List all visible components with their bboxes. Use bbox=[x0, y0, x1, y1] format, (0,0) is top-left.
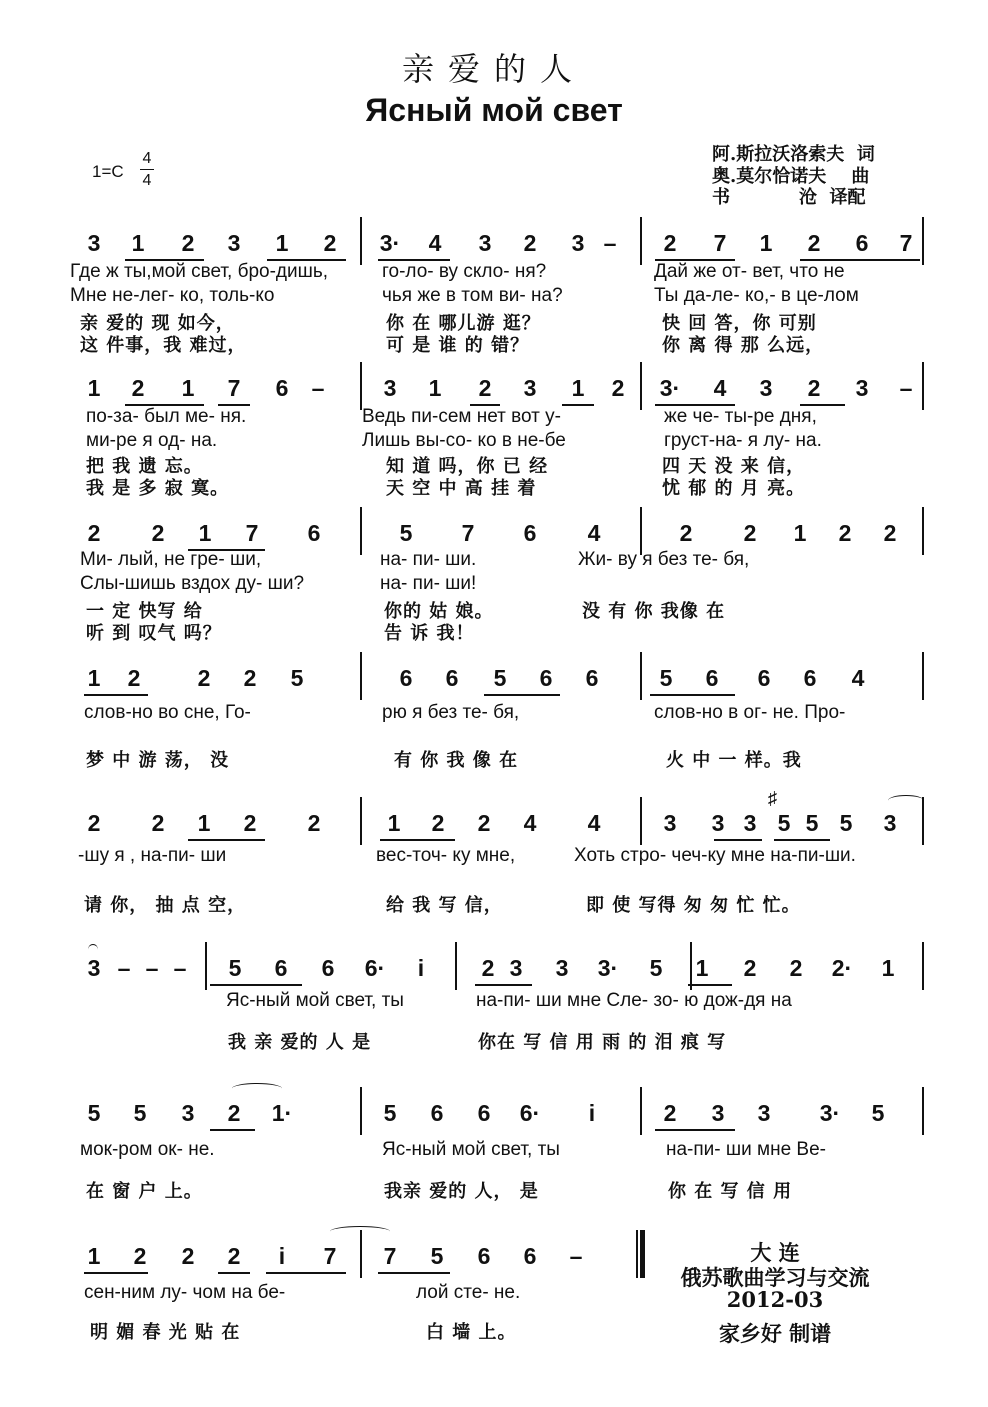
final-bar-line bbox=[636, 1230, 638, 1278]
note: – bbox=[173, 955, 187, 981]
chinese-lyric: 这 件事，我 难过， bbox=[80, 335, 247, 356]
note: – bbox=[569, 1243, 583, 1269]
russian-lyric: го-ло- ву скло- ня? bbox=[382, 261, 547, 282]
tie-arc bbox=[88, 944, 98, 955]
note: 3 bbox=[759, 375, 773, 401]
chinese-lyric: 我 亲 爱的 人 是 bbox=[228, 1032, 372, 1053]
note: 6 bbox=[585, 665, 599, 691]
note: 7 bbox=[323, 1243, 337, 1269]
note: 1 bbox=[87, 1243, 101, 1269]
chinese-lyric: 在 窗 户 上。 bbox=[86, 1181, 203, 1202]
bar-line bbox=[640, 797, 642, 845]
russian-lyric: на- пи- ши. bbox=[380, 549, 477, 570]
russian-lyric: Яс-ный мой свет, ты bbox=[226, 990, 404, 1011]
chinese-lyric: 亲 爱的 现 如今， bbox=[80, 313, 235, 334]
bar-line bbox=[922, 652, 924, 700]
bar-line bbox=[360, 1087, 362, 1135]
beam-underline bbox=[484, 694, 560, 696]
note: 1 bbox=[181, 375, 195, 401]
note: i bbox=[278, 1243, 286, 1269]
russian-lyric: Слы-шишь вздох ду- ши? bbox=[80, 573, 305, 594]
chinese-lyric: 有 你 我 像 在 bbox=[394, 750, 519, 771]
note: 3· bbox=[659, 375, 681, 401]
chinese-lyric: 你 离 得 那 么远， bbox=[662, 335, 825, 356]
note: 3 bbox=[855, 375, 869, 401]
note: 3· bbox=[819, 1100, 841, 1126]
note: 1 bbox=[793, 520, 807, 546]
note: 2 bbox=[181, 1243, 195, 1269]
beam-underline bbox=[655, 1129, 735, 1131]
russian-title: Ясный мой свет bbox=[365, 92, 623, 128]
note: 6 bbox=[321, 955, 335, 981]
note: 3 bbox=[181, 1100, 195, 1126]
note: 1 bbox=[197, 810, 211, 836]
chinese-lyric: 火 中 一 样。我 bbox=[666, 750, 802, 771]
note: 2 bbox=[663, 230, 677, 256]
bar-line bbox=[690, 942, 692, 990]
note: 3 bbox=[523, 375, 537, 401]
note: 4 bbox=[523, 810, 537, 836]
footer-city: 大 连 bbox=[750, 1240, 800, 1265]
chinese-lyric: 可 是 谁 的 错？ bbox=[386, 335, 530, 356]
note: 6 bbox=[275, 375, 289, 401]
note: 5 bbox=[290, 665, 304, 691]
note: 4 bbox=[713, 375, 727, 401]
bar-line bbox=[360, 797, 362, 845]
note: 6 bbox=[705, 665, 719, 691]
russian-lyric: Ми- лый, не гре- ши, bbox=[80, 549, 262, 570]
note: 2 bbox=[481, 955, 495, 981]
note: 3 bbox=[711, 810, 725, 836]
chinese-lyric: 你 在 哪儿游 逛？ bbox=[386, 313, 541, 334]
note: – bbox=[311, 375, 325, 401]
note: 3 bbox=[383, 375, 397, 401]
chinese-lyric: 把 我 遗 忘。 bbox=[86, 456, 203, 477]
russian-lyric: Мне не-лег- ко, толь-ко bbox=[70, 285, 275, 306]
note: 6· bbox=[364, 955, 386, 981]
note: 3 bbox=[663, 810, 677, 836]
note: 2 bbox=[477, 810, 491, 836]
chinese-lyric: 你 在 写 信 用 bbox=[668, 1181, 793, 1202]
russian-lyric: ми-ре я од- на. bbox=[86, 430, 218, 451]
chinese-lyric: 给 我 写 信， bbox=[386, 895, 503, 916]
note: 2 bbox=[131, 375, 145, 401]
note: 6 bbox=[307, 520, 321, 546]
note: 5 bbox=[493, 665, 507, 691]
note: 6 bbox=[477, 1100, 491, 1126]
note: 5 bbox=[649, 955, 663, 981]
chinese-lyric: 知 道 吗，你 已 经 bbox=[386, 456, 549, 477]
note: 3· bbox=[379, 230, 401, 256]
note: 2 bbox=[127, 665, 141, 691]
note: 1 bbox=[571, 375, 585, 401]
note: 2 bbox=[838, 520, 852, 546]
tie-arc bbox=[232, 1083, 282, 1094]
note: 5 bbox=[777, 810, 791, 836]
chinese-lyric: 我 是 多 寂 寞。 bbox=[86, 478, 230, 499]
note: – bbox=[145, 955, 159, 981]
note: 2 bbox=[227, 1243, 241, 1269]
note: 2 bbox=[478, 375, 492, 401]
beam-underline bbox=[562, 404, 594, 406]
note: 2 bbox=[197, 665, 211, 691]
chinese-lyric: 即 使 写得 匆 匆 忙 忙。 bbox=[586, 895, 801, 916]
note: – bbox=[117, 955, 131, 981]
beam-underline bbox=[380, 839, 455, 841]
chinese-lyric: 你在 写 信 用 雨 的 泪 痕 写 bbox=[478, 1032, 727, 1053]
note: – bbox=[899, 375, 913, 401]
note: 3 bbox=[743, 810, 757, 836]
note: 1 bbox=[275, 230, 289, 256]
note: 5 bbox=[228, 955, 242, 981]
chinese-lyric: 我亲 爱的 人， 是 bbox=[384, 1181, 539, 1202]
note: 2 bbox=[307, 810, 321, 836]
note: i bbox=[588, 1100, 596, 1126]
note: 2 bbox=[243, 810, 257, 836]
note: 7 bbox=[713, 230, 727, 256]
note: 3 bbox=[883, 810, 897, 836]
russian-lyric: по-за- был ме- ня. bbox=[86, 406, 247, 427]
note: 2 bbox=[663, 1100, 677, 1126]
beam-underline bbox=[188, 839, 265, 841]
note: 6 bbox=[477, 1243, 491, 1269]
bar-line bbox=[922, 217, 924, 265]
credit-lyricist: 阿.斯拉沃洛索夫 词 bbox=[712, 144, 875, 165]
note: 3 bbox=[227, 230, 241, 256]
beam-underline bbox=[84, 694, 148, 696]
note: 1 bbox=[387, 810, 401, 836]
note: 1 bbox=[87, 375, 101, 401]
note: 2 bbox=[743, 520, 757, 546]
note: 5 bbox=[805, 810, 819, 836]
note: 2 bbox=[883, 520, 897, 546]
tie-arc bbox=[888, 795, 924, 806]
note: 6 bbox=[399, 665, 413, 691]
note: 2 bbox=[523, 230, 537, 256]
bar-line bbox=[922, 1087, 924, 1135]
note: 5 bbox=[871, 1100, 885, 1126]
note: 2 bbox=[87, 810, 101, 836]
bar-line bbox=[640, 1087, 642, 1135]
note: 2 bbox=[807, 230, 821, 256]
chinese-title: 亲爱的人 bbox=[401, 50, 586, 88]
note: 2 bbox=[431, 810, 445, 836]
beam-underline bbox=[774, 839, 830, 841]
note: 2 bbox=[243, 665, 257, 691]
chinese-lyric: 听 到 叹气 吗？ bbox=[86, 623, 222, 644]
bar-line bbox=[640, 652, 642, 700]
note: 1 bbox=[87, 665, 101, 691]
sharp-sign: ♯ bbox=[768, 788, 777, 808]
note: 3 bbox=[571, 230, 585, 256]
chinese-lyric: 白 墙 上。 bbox=[426, 1322, 517, 1343]
note: 7 bbox=[461, 520, 475, 546]
bar-line bbox=[922, 942, 924, 990]
note: 5 bbox=[133, 1100, 147, 1126]
note: 6· bbox=[519, 1100, 541, 1126]
note: 2 bbox=[743, 955, 757, 981]
russian-lyric: мок-ром ок- не. bbox=[80, 1139, 215, 1160]
meter-numerator: 4 bbox=[142, 150, 152, 167]
beam-underline bbox=[210, 1129, 255, 1131]
note: 6 bbox=[855, 230, 869, 256]
russian-lyric: груст-на- я лу- на. bbox=[664, 430, 822, 451]
russian-lyric: на-пи- ши мне Сле- зо- ю дож-дя на bbox=[476, 990, 792, 1011]
chinese-lyric: 一 定 快写 给 bbox=[86, 601, 203, 622]
note: 1 bbox=[131, 230, 145, 256]
note: 5 bbox=[399, 520, 413, 546]
note: 3 bbox=[509, 955, 523, 981]
note: 7 bbox=[245, 520, 259, 546]
note: 1 bbox=[198, 520, 212, 546]
note: 5 bbox=[87, 1100, 101, 1126]
russian-lyric: на-пи- ши мне Ве- bbox=[666, 1139, 826, 1160]
bar-line bbox=[360, 217, 362, 265]
note: 2 bbox=[611, 375, 625, 401]
note: 2 bbox=[87, 520, 101, 546]
bar-line bbox=[640, 217, 642, 265]
note: 5 bbox=[839, 810, 853, 836]
note: 3 bbox=[757, 1100, 771, 1126]
russian-lyric: Лишь вы-со- ко в не-бе bbox=[362, 430, 566, 451]
note: 6 bbox=[445, 665, 459, 691]
russian-lyric: Дай же от- вет, что не bbox=[654, 261, 845, 282]
key-signature: 1=C bbox=[92, 162, 124, 181]
footer-group: 俄苏歌曲学习与交流 bbox=[680, 1265, 870, 1290]
footer-date: 2012-03 bbox=[726, 1287, 824, 1312]
russian-lyric: вес-точ- ку мне, bbox=[376, 845, 516, 866]
note: 3 bbox=[711, 1100, 725, 1126]
note: 1· bbox=[271, 1100, 293, 1126]
note: 6 bbox=[539, 665, 553, 691]
note: 2 bbox=[227, 1100, 241, 1126]
credit-translator: 书 沧 译配 bbox=[712, 187, 866, 208]
note: 7 bbox=[899, 230, 913, 256]
russian-lyric: Ты да-ле- ко,- в це-лом bbox=[654, 285, 859, 306]
chinese-lyric: 天 空 中 高 挂 着 bbox=[386, 478, 537, 499]
note: 7 bbox=[227, 375, 241, 401]
russian-lyric: Хоть стро- чеч-ку мне на-пи-ши. bbox=[574, 845, 856, 866]
note: i bbox=[417, 955, 425, 981]
note: 1 bbox=[428, 375, 442, 401]
russian-lyric: Ведь пи-сем нет вот у- bbox=[362, 406, 561, 427]
note: 2 bbox=[323, 230, 337, 256]
note: – bbox=[603, 230, 617, 256]
bar-line bbox=[640, 507, 642, 555]
note: 3 bbox=[87, 230, 101, 256]
note: 6 bbox=[757, 665, 771, 691]
russian-lyric: на- пи- ши! bbox=[380, 573, 477, 594]
bar-line bbox=[205, 942, 207, 990]
note: 2 bbox=[807, 375, 821, 401]
note: 4 bbox=[851, 665, 865, 691]
chinese-lyric: 快 回 答，你 可别 bbox=[662, 313, 817, 334]
russian-lyric: Жи- ву я без те- бя, bbox=[578, 549, 750, 570]
chinese-lyric: 明 媚 春 光 贴 在 bbox=[90, 1322, 241, 1343]
beam-underline bbox=[218, 1272, 250, 1274]
note: 6 bbox=[274, 955, 288, 981]
bar-line bbox=[360, 507, 362, 555]
beam-underline bbox=[378, 1272, 450, 1274]
bar-line bbox=[360, 1230, 362, 1278]
bar-line bbox=[360, 362, 362, 410]
russian-lyric: чья же в том ви- на? bbox=[382, 285, 563, 306]
note: 5 bbox=[430, 1243, 444, 1269]
note: 2 bbox=[133, 1243, 147, 1269]
chinese-lyric: 告 诉 我！ bbox=[384, 623, 475, 644]
note: 2 bbox=[181, 230, 195, 256]
note: 2 bbox=[789, 955, 803, 981]
note: 6 bbox=[430, 1100, 444, 1126]
note: 6 bbox=[803, 665, 817, 691]
footer-maker: 家乡好 制谱 bbox=[718, 1321, 832, 1346]
note: 1 bbox=[759, 230, 773, 256]
russian-lyric: рю я без те- бя, bbox=[382, 702, 520, 723]
bar-line bbox=[922, 507, 924, 555]
beam-underline bbox=[688, 984, 732, 986]
note: 2 bbox=[151, 810, 165, 836]
russian-lyric: сен-ним лу- чом на бе- bbox=[84, 1282, 286, 1303]
note: 4 bbox=[587, 810, 601, 836]
note: 3· bbox=[597, 955, 619, 981]
beam-underline bbox=[266, 1272, 346, 1274]
beam-underline bbox=[650, 694, 735, 696]
bar-line bbox=[360, 652, 362, 700]
note: 5 bbox=[383, 1100, 397, 1126]
note: 7 bbox=[383, 1243, 397, 1269]
time-signature bbox=[138, 148, 156, 191]
chinese-lyric: 没 有 你 我像 在 bbox=[582, 601, 726, 622]
bar-line bbox=[455, 942, 457, 990]
bar-line bbox=[922, 362, 924, 410]
russian-lyric: лой сте- не. bbox=[416, 1282, 521, 1303]
chinese-lyric: 四 天 没 来 信， bbox=[662, 456, 806, 477]
note: 4 bbox=[587, 520, 601, 546]
note: 3 bbox=[87, 955, 101, 981]
note: 2 bbox=[679, 520, 693, 546]
note: 2· bbox=[831, 955, 853, 981]
russian-lyric: -шу я , на-пи- ши bbox=[78, 845, 227, 866]
chinese-lyric: 你的 姑 娘。 bbox=[384, 601, 494, 622]
note: 6 bbox=[523, 1243, 537, 1269]
beam-underline bbox=[714, 839, 762, 841]
meter-denominator: 4 bbox=[142, 172, 152, 189]
note: 5 bbox=[659, 665, 673, 691]
note: 1 bbox=[881, 955, 895, 981]
note: 1 bbox=[695, 955, 709, 981]
tie-arc bbox=[330, 1226, 390, 1237]
note: 6 bbox=[523, 520, 537, 546]
russian-lyric: же че- ты-ре дня, bbox=[664, 406, 817, 427]
note: 3 bbox=[478, 230, 492, 256]
beam-underline bbox=[210, 984, 302, 986]
note: 4 bbox=[428, 230, 442, 256]
russian-lyric: слов-но во сне, Го- bbox=[84, 702, 251, 723]
note: 2 bbox=[151, 520, 165, 546]
chinese-lyric: 梦 中 游 荡， 没 bbox=[86, 750, 230, 771]
chinese-lyric: 忧 郁 的 月 亮。 bbox=[662, 478, 806, 499]
credit-composer: 奥.莫尔恰诺夫 曲 bbox=[712, 166, 870, 187]
russian-lyric: Где ж ты,мой свет, бро-дишь, bbox=[70, 261, 329, 282]
beam-underline bbox=[84, 1272, 148, 1274]
chinese-lyric: 请 你， 抽 点 空， bbox=[84, 895, 247, 916]
note: 3 bbox=[555, 955, 569, 981]
bar-line bbox=[640, 362, 642, 410]
beam-underline bbox=[475, 984, 532, 986]
russian-lyric: Яс-ный мой свет, ты bbox=[382, 1139, 560, 1160]
russian-lyric: слов-но в ог- не. Про- bbox=[654, 702, 846, 723]
